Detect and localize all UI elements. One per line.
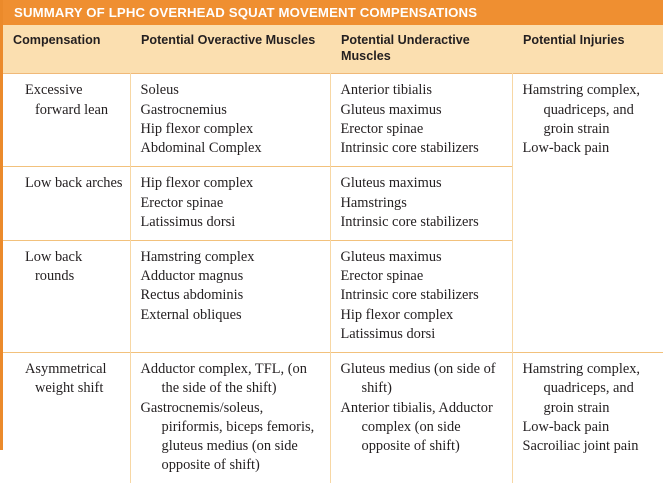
list-item: Intrinsic core stabilizers (340, 287, 479, 304)
list-item: Low-back pain (522, 418, 610, 435)
list-item: Hip flexor complex (140, 175, 254, 192)
cell-underactive (330, 167, 512, 241)
column-header-injuries: Potential Injuries (523, 33, 625, 47)
column-header-overactive: Potential Overactive Muscles (141, 33, 316, 47)
cell-overactive (130, 353, 330, 483)
list-item: Erector spinae (340, 120, 424, 137)
cell-compensation (3, 353, 130, 483)
list-item: External obliques (140, 306, 242, 323)
list-item: Gluteus maximus (340, 101, 442, 118)
list-item: Latissimus dorsi (340, 325, 436, 342)
table-body (3, 74, 663, 483)
list-item: Low-back pain (522, 140, 610, 157)
list-item: Abdominal Complex (140, 140, 262, 157)
header-row (3, 25, 663, 74)
list-item: Adductor magnus (140, 268, 244, 285)
compensation-text: Asymmetrical weight shift (25, 361, 107, 397)
list-item: Gastrocnemius (140, 101, 227, 118)
list-item: Anterior tibialis (340, 82, 433, 99)
list-item: Gluteus maximus (340, 249, 442, 265)
list-item: Gastrocnemis/soleus, piriformis, biceps femoris, gluteus medius (on side opposite of shift) (140, 399, 315, 474)
table-header (3, 25, 663, 74)
table-title: SUMMARY OF LPHC OVERHEAD SQUAT MOVEMENT COMPENSATIONS (14, 5, 478, 20)
column-header-underactive: Potential Underactive Muscles (341, 33, 470, 63)
list-item: Intrinsic core stabilizers (340, 140, 479, 157)
cell-compensation (3, 167, 130, 241)
list-item: Soleus (140, 82, 179, 99)
cell-compensation (3, 74, 130, 167)
list-item: Latissimus dorsi (140, 213, 236, 230)
cell-compensation (3, 241, 130, 353)
list-item: Adductor complex, TFL, (on the side of the shift) (140, 361, 307, 397)
column-header-compensation: Compensation (13, 33, 101, 47)
list-item: Hamstring complex, quadriceps, and groin strain (522, 361, 641, 416)
list-item: Erector spinae (140, 194, 224, 211)
list-item: Erector spinae (340, 268, 424, 285)
list-item: Intrinsic core stabilizers (340, 213, 479, 230)
cell-overactive (130, 241, 330, 353)
cell-overactive (130, 74, 330, 167)
table-title-bar (3, 0, 663, 25)
list-item: Hip flexor complex (140, 120, 254, 137)
cell-underactive (330, 241, 512, 353)
table-row (3, 74, 663, 167)
cell-underactive (330, 353, 512, 483)
cell-overactive (130, 167, 330, 241)
list-item: Sacroiliac joint pain (522, 437, 639, 454)
compensation-text: Low back rounds (25, 249, 83, 285)
list-item: Hamstrings (340, 194, 407, 211)
list-item: Gluteus maximus (340, 175, 442, 192)
list-item: Gluteus medius (on side of shift) (340, 361, 496, 397)
table-row (3, 353, 663, 483)
list-item: Hamstring complex, quadriceps, and groin strain (522, 82, 641, 137)
list-item: Hamstring complex (140, 249, 255, 265)
cell-injuries-row-4 (512, 353, 663, 483)
list-item: Rectus abdominis (140, 287, 244, 304)
list-item: Anterior tibialis, Adductor complex (on side opposite of shift) (340, 399, 493, 454)
compensations-table (3, 25, 663, 483)
cell-injuries-rows-1-3 (512, 74, 663, 353)
compensation-text: Low back arches (25, 175, 123, 192)
cell-underactive (330, 74, 512, 167)
compensation-text: Excessive forward lean (25, 82, 109, 118)
list-item: Hip flexor complex (340, 306, 454, 323)
